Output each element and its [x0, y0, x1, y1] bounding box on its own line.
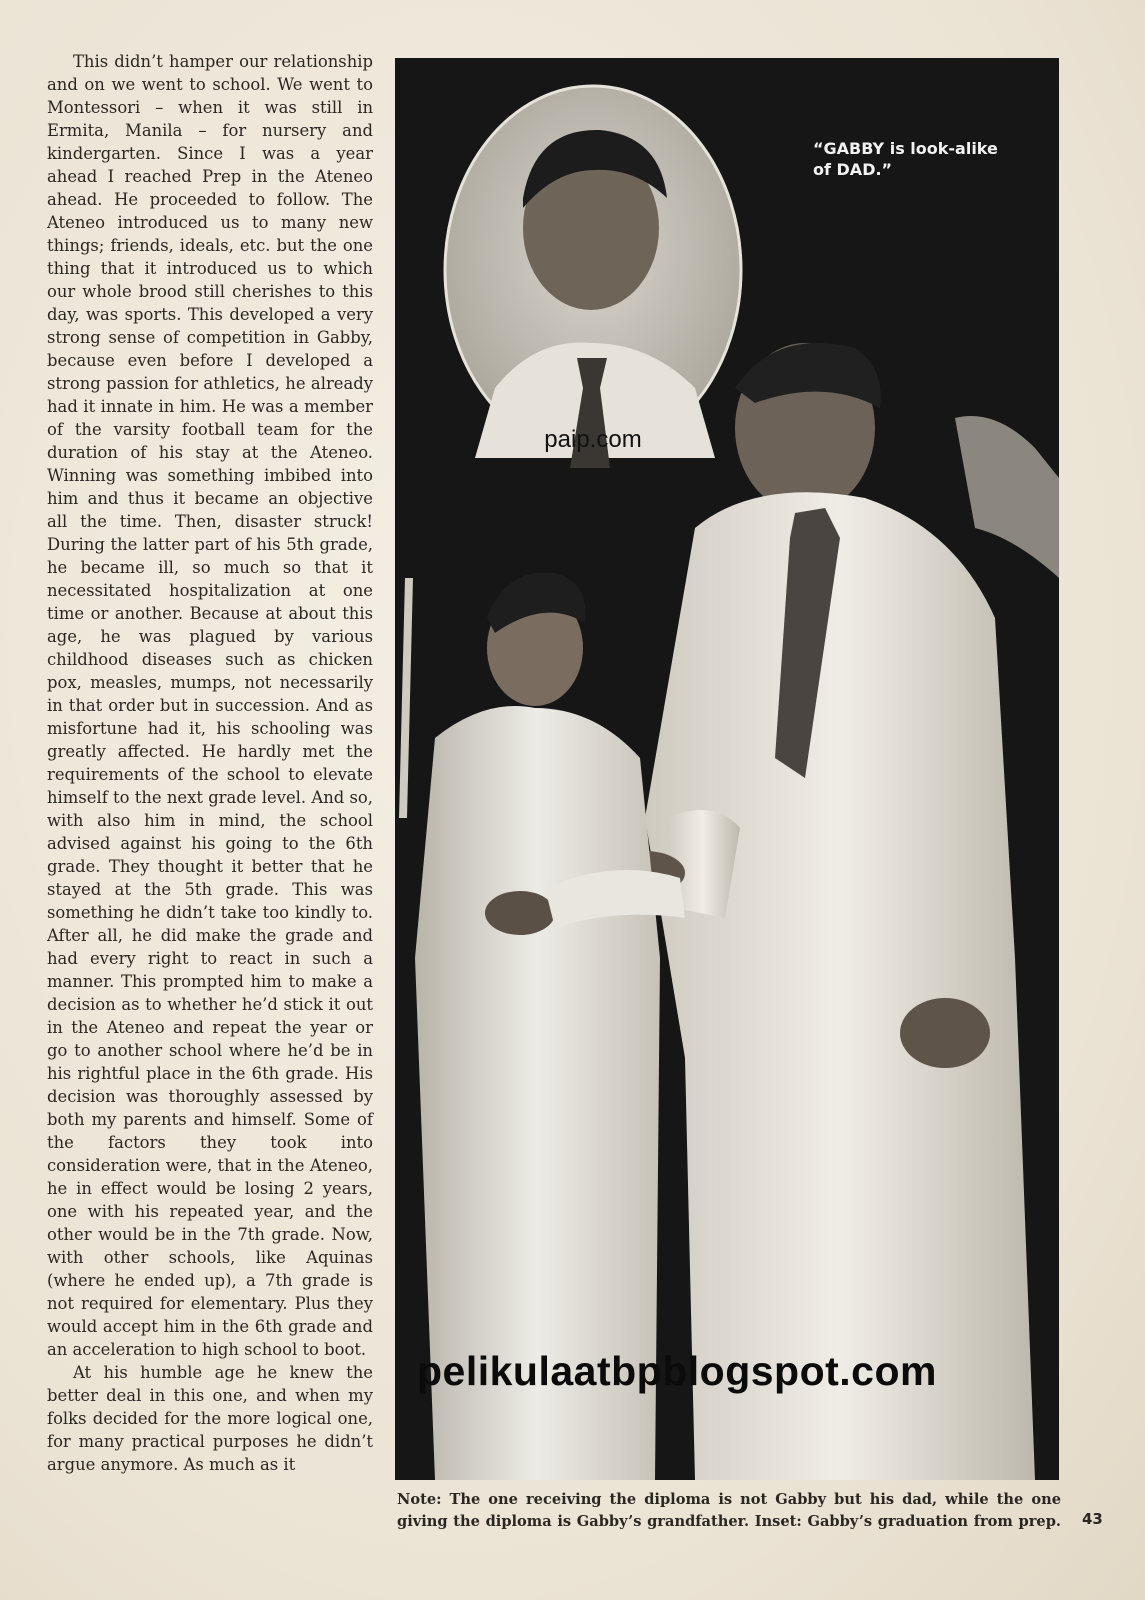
- inset-watermark: paip.com: [544, 426, 642, 453]
- page-number: 43: [1082, 1510, 1103, 1528]
- graduation-photo: [395, 58, 1059, 1480]
- article-paragraph-2: At his humble age he knew the better deal in this one, and when my folks decided for the more logical one, for many practical purposes he didn’t argue anymore. As much as it: [47, 1363, 373, 1474]
- inset-quote: “GABBY is look-alike of DAD.”: [813, 139, 998, 179]
- blog-watermark: pelikulaatbpblogspot.com: [417, 1348, 937, 1394]
- article-column: [47, 50, 373, 1476]
- article-paragraph-1: This didn’t hamper our relationship and on we went to school. We went to Montessori – when it was still in Ermita, Manila – for nursery and kindergarten. Since I was a year ahead I reached Prep in the Ateneo ahead. He proceeded to follow. The Ateneo introduced us to many new things; friends, ideals, etc. but the one thing that it introduced us to which our whole brood still cherishes to this day, was sports. This developed a very strong sense of competition in Gabby, because even before I developed a strong passion for athletics, he already had it innate in him. He was a member of the varsity football team for the duration of his stay at the Ateneo. Winning was something imbibed into him and thus it became an objective all the time. Then, disaster struck! During the latter part of his 5th grade, he became ill, so much so that it necessitated hospitalization at one time or another. Because at about this age, he was plagued by various childhood diseases such as chicken pox, measles, mumps, not necessarily in that order but in succession. And as misfortune had it, his schooling was greatly affected. He hardly met the requirements of the school to elevate himself to the next grade level. And so, with also him in mind, the school advised against his going to the 6th grade. They thought it better that he stayed at the 5th grade. This was something he didn’t take too kindly to. After all, he did make the grade and had every right to react in such a manner. This prompted him to make a decision as to whether he’d stick it out in the Ateneo and repeat the year or go to another school where he’d be in his rightful place in the 6th grade. His decision was thoroughly assessed by both my parents and himself. Some of the factors they took into consideration were, that in the Ateneo, he in effect would be losing 2 years, one with his repeated year, and the other would be in the 7th grade. Now, with other schools, like Aquinas (where he ended up), a 7th grade is not required for elementary. Plus they would accept him in the 6th grade and an acceleration to high school to boot.: [47, 52, 373, 1359]
- photo-caption: Note: The one receiving the diploma is not Gabby but his dad, while the one giving the diploma is Gabby’s grandfather. Inset: Gabby’s graduation from prep.: [397, 1491, 1061, 1530]
- photo-illustration: [395, 58, 1059, 1480]
